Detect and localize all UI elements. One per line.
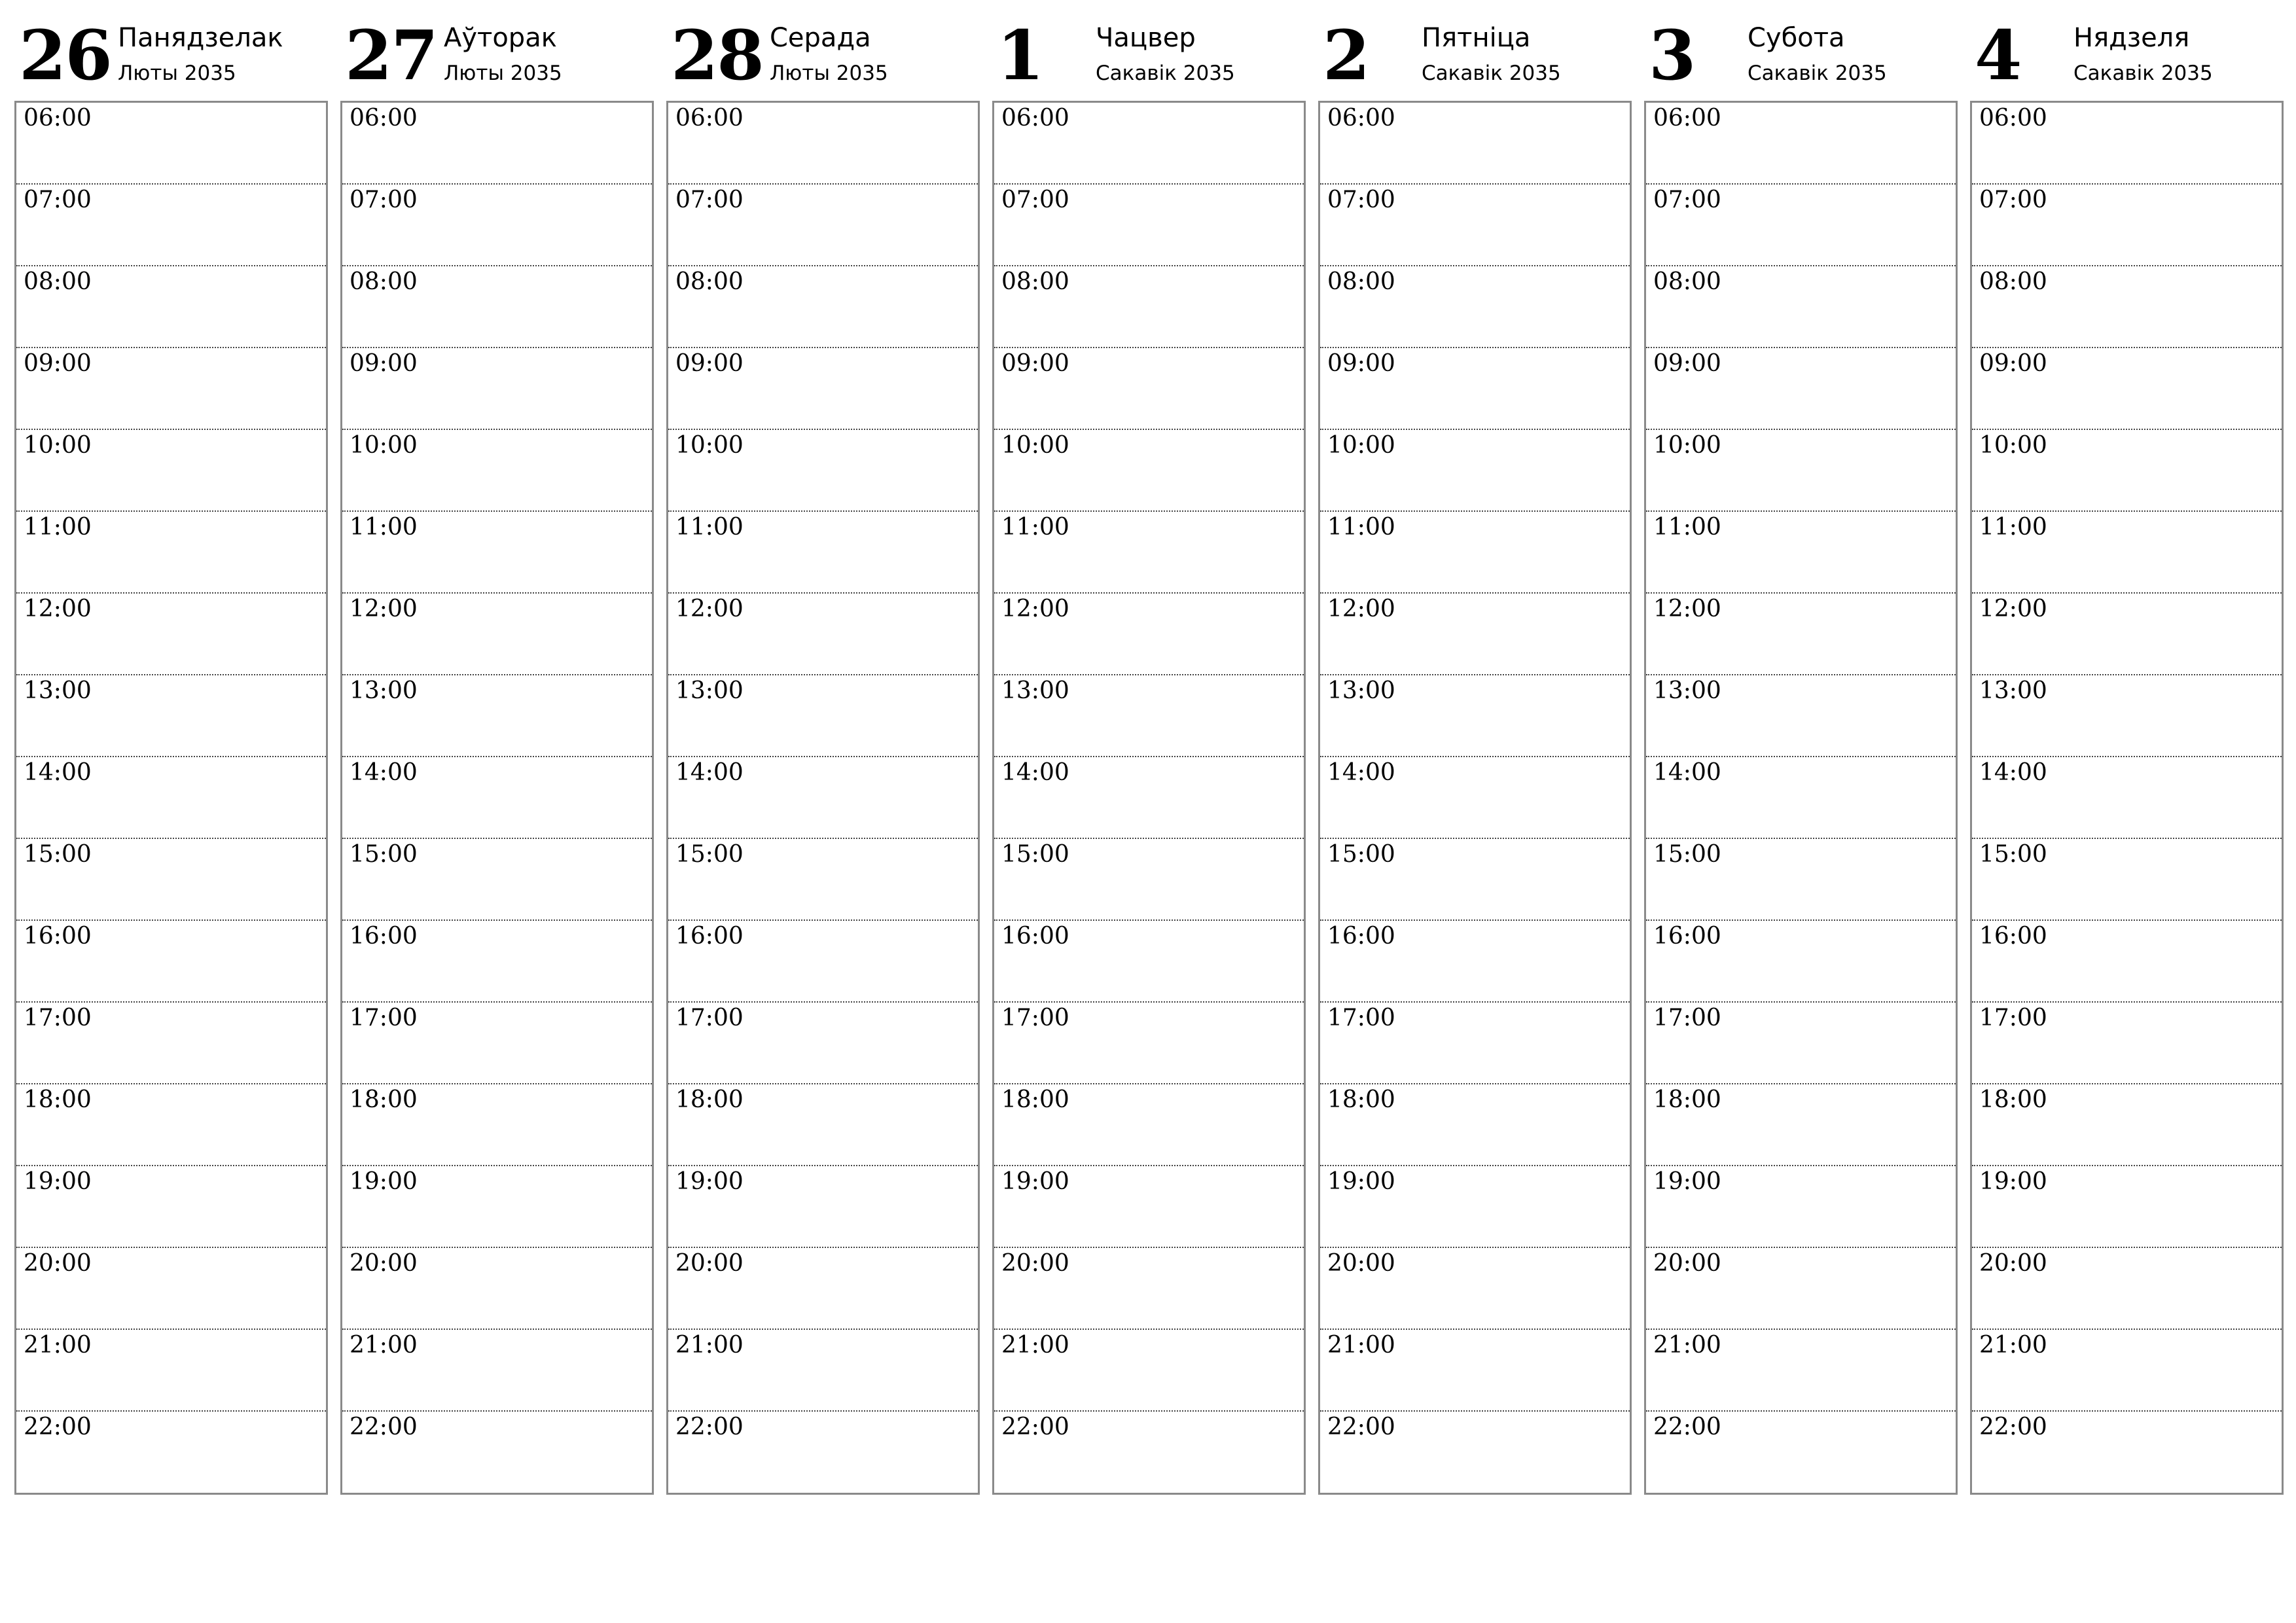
time-slot[interactable] xyxy=(1972,430,2282,512)
time-slot[interactable] xyxy=(1646,430,1956,512)
time-label: 15:00 xyxy=(1653,841,1721,868)
weekday-name: Пятніца xyxy=(1422,23,1531,53)
day-number: 2 xyxy=(1323,15,1369,96)
time-label: 19:00 xyxy=(1979,1168,2047,1195)
time-label: 13:00 xyxy=(675,677,744,704)
time-slot[interactable] xyxy=(342,430,652,512)
time-slot[interactable] xyxy=(16,512,326,594)
time-label: 18:00 xyxy=(1001,1086,1069,1113)
time-label: 14:00 xyxy=(350,759,418,786)
time-label: 06:00 xyxy=(1001,105,1069,132)
time-slot[interactable] xyxy=(1646,512,1956,594)
time-label: 18:00 xyxy=(24,1086,92,1113)
time-slot[interactable] xyxy=(1646,103,1956,185)
time-slot[interactable] xyxy=(668,430,978,512)
time-slot[interactable] xyxy=(342,921,652,1003)
time-slot[interactable] xyxy=(1320,1166,1630,1248)
time-slot[interactable] xyxy=(668,1412,978,1493)
time-label: 15:00 xyxy=(350,841,418,868)
time-slot[interactable] xyxy=(1972,103,2282,185)
time-label: 10:00 xyxy=(1979,432,2047,459)
time-grid xyxy=(1318,101,1632,1495)
time-label: 07:00 xyxy=(1327,187,1395,213)
time-grid xyxy=(992,101,1306,1495)
time-label: 15:00 xyxy=(1327,841,1395,868)
time-label: 11:00 xyxy=(350,514,418,541)
time-slot[interactable] xyxy=(342,266,652,348)
time-label: 06:00 xyxy=(24,105,92,132)
time-label: 19:00 xyxy=(24,1168,92,1195)
time-slot[interactable] xyxy=(1320,839,1630,921)
time-label: 17:00 xyxy=(350,1005,418,1031)
time-slot[interactable] xyxy=(668,1084,978,1166)
time-slot[interactable] xyxy=(16,1412,326,1493)
time-slot[interactable] xyxy=(1320,348,1630,430)
time-slot[interactable] xyxy=(994,512,1304,594)
time-slot[interactable] xyxy=(1646,921,1956,1003)
time-slot[interactable] xyxy=(668,1166,978,1248)
time-slot[interactable] xyxy=(1646,1248,1956,1330)
time-slot[interactable] xyxy=(342,1166,652,1248)
time-slot[interactable] xyxy=(1972,757,2282,839)
time-label: 19:00 xyxy=(350,1168,418,1195)
time-slot[interactable] xyxy=(668,757,978,839)
time-slot[interactable] xyxy=(16,185,326,266)
time-slot[interactable] xyxy=(1320,1330,1630,1412)
time-label: 07:00 xyxy=(1979,187,2047,213)
time-label: 10:00 xyxy=(1653,432,1721,459)
time-slot[interactable] xyxy=(1646,185,1956,266)
time-label: 12:00 xyxy=(1327,596,1395,622)
time-slot[interactable] xyxy=(1972,675,2282,757)
time-label: 10:00 xyxy=(350,432,418,459)
time-label: 09:00 xyxy=(1979,350,2047,377)
time-label: 11:00 xyxy=(24,514,92,541)
time-label: 09:00 xyxy=(675,350,744,377)
time-slot[interactable] xyxy=(668,1248,978,1330)
time-label: 15:00 xyxy=(24,841,92,868)
time-label: 20:00 xyxy=(1327,1250,1395,1277)
time-grid xyxy=(666,101,980,1495)
time-slot[interactable] xyxy=(1972,348,2282,430)
time-slot[interactable] xyxy=(1972,594,2282,675)
time-label: 20:00 xyxy=(1001,1250,1069,1277)
time-slot[interactable] xyxy=(1972,185,2282,266)
time-label: 17:00 xyxy=(1653,1005,1721,1031)
time-label: 17:00 xyxy=(1327,1005,1395,1031)
time-slot[interactable] xyxy=(668,512,978,594)
time-label: 09:00 xyxy=(1327,350,1395,377)
time-slot[interactable] xyxy=(994,185,1304,266)
time-slot[interactable] xyxy=(1320,430,1630,512)
time-label: 13:00 xyxy=(1979,677,2047,704)
time-slot[interactable] xyxy=(342,512,652,594)
time-slot[interactable] xyxy=(1972,1003,2282,1084)
time-label: 18:00 xyxy=(1979,1086,2047,1113)
time-grid xyxy=(1970,101,2284,1495)
time-slot[interactable] xyxy=(1646,1084,1956,1166)
time-label: 12:00 xyxy=(1001,596,1069,622)
time-slot[interactable] xyxy=(1646,266,1956,348)
time-label: 07:00 xyxy=(1653,187,1721,213)
day-column xyxy=(1644,0,1958,1495)
time-slot[interactable] xyxy=(1320,594,1630,675)
time-label: 07:00 xyxy=(24,187,92,213)
time-label: 13:00 xyxy=(1653,677,1721,704)
time-label: 08:00 xyxy=(350,268,418,295)
time-label: 16:00 xyxy=(24,923,92,950)
time-slot[interactable] xyxy=(1972,839,2282,921)
day-column xyxy=(1318,0,1632,1495)
time-label: 08:00 xyxy=(1327,268,1395,295)
time-slot[interactable] xyxy=(1320,266,1630,348)
time-slot[interactable] xyxy=(668,1330,978,1412)
time-slot[interactable] xyxy=(1646,839,1956,921)
time-label: 12:00 xyxy=(675,596,744,622)
time-grid xyxy=(340,101,654,1495)
time-label: 08:00 xyxy=(675,268,744,295)
time-label: 08:00 xyxy=(1001,268,1069,295)
time-slot[interactable] xyxy=(1646,757,1956,839)
time-slot[interactable] xyxy=(1320,1084,1630,1166)
time-slot[interactable] xyxy=(342,1003,652,1084)
time-label: 10:00 xyxy=(1327,432,1395,459)
time-slot[interactable] xyxy=(342,757,652,839)
time-label: 18:00 xyxy=(675,1086,744,1113)
day-column xyxy=(666,0,980,1495)
time-slot[interactable] xyxy=(342,103,652,185)
time-slot[interactable] xyxy=(994,921,1304,1003)
time-label: 18:00 xyxy=(1653,1086,1721,1113)
day-number: 4 xyxy=(1975,15,2021,96)
time-label: 22:00 xyxy=(1001,1414,1069,1440)
time-slot[interactable] xyxy=(668,921,978,1003)
time-label: 11:00 xyxy=(1979,514,2047,541)
time-label: 06:00 xyxy=(1979,105,2047,132)
time-slot[interactable] xyxy=(16,594,326,675)
time-label: 07:00 xyxy=(1001,187,1069,213)
time-label: 17:00 xyxy=(24,1005,92,1031)
time-grid xyxy=(14,101,328,1495)
time-label: 22:00 xyxy=(1653,1414,1721,1440)
time-label: 08:00 xyxy=(24,268,92,295)
time-label: 19:00 xyxy=(1327,1168,1395,1195)
time-label: 10:00 xyxy=(675,432,744,459)
time-label: 06:00 xyxy=(1327,105,1395,132)
time-slot[interactable] xyxy=(994,348,1304,430)
time-slot[interactable] xyxy=(342,675,652,757)
time-slot[interactable] xyxy=(1320,921,1630,1003)
time-label: 11:00 xyxy=(1001,514,1069,541)
time-label: 14:00 xyxy=(1327,759,1395,786)
time-label: 12:00 xyxy=(1979,596,2047,622)
time-label: 12:00 xyxy=(24,596,92,622)
time-slot[interactable] xyxy=(1646,1412,1956,1493)
time-label: 16:00 xyxy=(1001,923,1069,950)
time-label: 09:00 xyxy=(24,350,92,377)
time-label: 13:00 xyxy=(1001,677,1069,704)
time-slot[interactable] xyxy=(668,675,978,757)
time-label: 13:00 xyxy=(1327,677,1395,704)
time-label: 08:00 xyxy=(1979,268,2047,295)
time-label: 07:00 xyxy=(675,187,744,213)
time-slot[interactable] xyxy=(994,594,1304,675)
time-slot[interactable] xyxy=(16,348,326,430)
time-slot[interactable] xyxy=(994,1166,1304,1248)
month-year: Сакавік 2035 xyxy=(1422,62,1561,85)
time-slot[interactable] xyxy=(1972,1166,2282,1248)
month-year: Сакавік 2035 xyxy=(2073,62,2213,85)
time-label: 16:00 xyxy=(350,923,418,950)
time-slot[interactable] xyxy=(16,921,326,1003)
day-column xyxy=(14,0,328,1495)
time-slot[interactable] xyxy=(994,103,1304,185)
month-year: Сакавік 2035 xyxy=(1096,62,1235,85)
time-slot[interactable] xyxy=(342,348,652,430)
time-slot[interactable] xyxy=(668,1003,978,1084)
time-slot[interactable] xyxy=(1972,1330,2282,1412)
time-slot[interactable] xyxy=(994,1084,1304,1166)
time-slot[interactable] xyxy=(1320,757,1630,839)
time-label: 20:00 xyxy=(350,1250,418,1277)
time-label: 15:00 xyxy=(675,841,744,868)
time-slot[interactable] xyxy=(994,1330,1304,1412)
time-slot[interactable] xyxy=(994,430,1304,512)
time-label: 09:00 xyxy=(1001,350,1069,377)
time-label: 10:00 xyxy=(24,432,92,459)
time-slot[interactable] xyxy=(342,839,652,921)
time-label: 17:00 xyxy=(1001,1005,1069,1031)
time-label: 14:00 xyxy=(675,759,744,786)
day-header xyxy=(1970,0,2284,98)
time-slot[interactable] xyxy=(668,185,978,266)
time-slot[interactable] xyxy=(342,1412,652,1493)
time-slot[interactable] xyxy=(342,1084,652,1166)
time-slot[interactable] xyxy=(1972,1084,2282,1166)
weekday-name: Серада xyxy=(770,23,871,53)
time-label: 16:00 xyxy=(675,923,744,950)
day-header xyxy=(666,0,980,98)
time-slot[interactable] xyxy=(994,1412,1304,1493)
time-label: 20:00 xyxy=(675,1250,744,1277)
time-slot[interactable] xyxy=(16,1248,326,1330)
day-column xyxy=(992,0,1306,1495)
time-slot[interactable] xyxy=(16,1166,326,1248)
time-slot[interactable] xyxy=(1646,1166,1956,1248)
day-column xyxy=(340,0,654,1495)
time-label: 19:00 xyxy=(1001,1168,1069,1195)
time-label: 21:00 xyxy=(1001,1332,1069,1359)
time-label: 12:00 xyxy=(1653,596,1721,622)
time-slot[interactable] xyxy=(1320,512,1630,594)
time-label: 09:00 xyxy=(350,350,418,377)
time-slot[interactable] xyxy=(1972,1412,2282,1493)
time-slot[interactable] xyxy=(994,757,1304,839)
month-year: Сакавік 2035 xyxy=(1748,62,1887,85)
time-slot[interactable] xyxy=(668,266,978,348)
time-slot[interactable] xyxy=(994,266,1304,348)
day-number: 27 xyxy=(345,15,437,96)
time-slot[interactable] xyxy=(994,1003,1304,1084)
time-label: 11:00 xyxy=(1653,514,1721,541)
time-slot[interactable] xyxy=(994,839,1304,921)
time-label: 16:00 xyxy=(1653,923,1721,950)
day-number: 3 xyxy=(1649,15,1695,96)
time-slot[interactable] xyxy=(1972,921,2282,1003)
time-label: 22:00 xyxy=(350,1414,418,1440)
time-label: 15:00 xyxy=(1979,841,2047,868)
time-label: 13:00 xyxy=(350,677,418,704)
time-slot[interactable] xyxy=(16,430,326,512)
time-slot[interactable] xyxy=(1646,1003,1956,1084)
time-slot[interactable] xyxy=(342,1330,652,1412)
weekday-name: Нядзеля xyxy=(2073,23,2190,53)
time-label: 12:00 xyxy=(350,596,418,622)
time-slot[interactable] xyxy=(668,103,978,185)
time-slot[interactable] xyxy=(16,757,326,839)
time-slot[interactable] xyxy=(668,594,978,675)
time-slot[interactable] xyxy=(1646,675,1956,757)
weekday-name: Аўторак xyxy=(444,23,557,53)
month-year: Люты 2035 xyxy=(118,62,236,85)
time-label: 19:00 xyxy=(675,1168,744,1195)
time-label: 21:00 xyxy=(1327,1332,1395,1359)
time-label: 18:00 xyxy=(1327,1086,1395,1113)
time-slot[interactable] xyxy=(1320,185,1630,266)
time-slot[interactable] xyxy=(668,348,978,430)
time-label: 20:00 xyxy=(1653,1250,1721,1277)
day-header xyxy=(14,0,328,98)
time-label: 10:00 xyxy=(1001,432,1069,459)
time-slot[interactable] xyxy=(1646,1330,1956,1412)
time-slot[interactable] xyxy=(342,594,652,675)
time-label: 13:00 xyxy=(24,677,92,704)
time-label: 17:00 xyxy=(675,1005,744,1031)
time-label: 17:00 xyxy=(1979,1005,2047,1031)
time-label: 08:00 xyxy=(1653,268,1721,295)
month-year: Люты 2035 xyxy=(444,62,562,85)
time-label: 21:00 xyxy=(24,1332,92,1359)
time-label: 22:00 xyxy=(1327,1414,1395,1440)
time-label: 20:00 xyxy=(1979,1250,2047,1277)
time-label: 14:00 xyxy=(24,759,92,786)
time-label: 06:00 xyxy=(675,105,744,132)
time-label: 22:00 xyxy=(24,1414,92,1440)
time-label: 15:00 xyxy=(1001,841,1069,868)
time-slot[interactable] xyxy=(16,839,326,921)
time-label: 14:00 xyxy=(1001,759,1069,786)
time-slot[interactable] xyxy=(1320,1248,1630,1330)
time-slot[interactable] xyxy=(994,675,1304,757)
time-label: 16:00 xyxy=(1979,923,2047,950)
time-slot[interactable] xyxy=(16,103,326,185)
time-label: 22:00 xyxy=(1979,1414,2047,1440)
day-number: 28 xyxy=(671,15,763,96)
time-label: 14:00 xyxy=(1979,759,2047,786)
time-label: 22:00 xyxy=(675,1414,744,1440)
time-slot[interactable] xyxy=(1646,594,1956,675)
time-slot[interactable] xyxy=(16,1003,326,1084)
time-slot[interactable] xyxy=(1320,103,1630,185)
time-label: 21:00 xyxy=(350,1332,418,1359)
time-label: 11:00 xyxy=(675,514,744,541)
time-slot[interactable] xyxy=(16,1330,326,1412)
time-slot[interactable] xyxy=(1320,675,1630,757)
day-header xyxy=(992,0,1306,98)
day-header xyxy=(340,0,654,98)
time-label: 14:00 xyxy=(1653,759,1721,786)
time-label: 16:00 xyxy=(1327,923,1395,950)
time-grid xyxy=(1644,101,1958,1495)
day-header xyxy=(1318,0,1632,98)
time-slot[interactable] xyxy=(342,185,652,266)
time-slot[interactable] xyxy=(668,839,978,921)
weekday-name: Субота xyxy=(1748,23,1845,53)
weekday-name: Чацвер xyxy=(1096,23,1196,53)
time-slot[interactable] xyxy=(1972,512,2282,594)
time-label: 18:00 xyxy=(350,1086,418,1113)
time-label: 07:00 xyxy=(350,187,418,213)
time-slot[interactable] xyxy=(16,266,326,348)
time-label: 20:00 xyxy=(24,1250,92,1277)
time-slot[interactable] xyxy=(1646,348,1956,430)
day-column xyxy=(1970,0,2284,1495)
time-slot[interactable] xyxy=(994,1248,1304,1330)
time-slot[interactable] xyxy=(342,1248,652,1330)
time-slot[interactable] xyxy=(16,675,326,757)
time-label: 11:00 xyxy=(1327,514,1395,541)
time-slot[interactable] xyxy=(1320,1003,1630,1084)
time-label: 06:00 xyxy=(1653,105,1721,132)
time-label: 21:00 xyxy=(1979,1332,2047,1359)
day-number: 26 xyxy=(19,15,111,96)
day-header xyxy=(1644,0,1958,98)
time-slot[interactable] xyxy=(16,1084,326,1166)
time-label: 21:00 xyxy=(1653,1332,1721,1359)
time-label: 06:00 xyxy=(350,105,418,132)
time-slot[interactable] xyxy=(1972,1248,2282,1330)
time-label: 09:00 xyxy=(1653,350,1721,377)
time-label: 19:00 xyxy=(1653,1168,1721,1195)
month-year: Люты 2035 xyxy=(770,62,888,85)
day-number: 1 xyxy=(997,15,1043,96)
time-slot[interactable] xyxy=(1972,266,2282,348)
time-slot[interactable] xyxy=(1320,1412,1630,1493)
weekday-name: Панядзелак xyxy=(118,23,283,53)
time-label: 21:00 xyxy=(675,1332,744,1359)
